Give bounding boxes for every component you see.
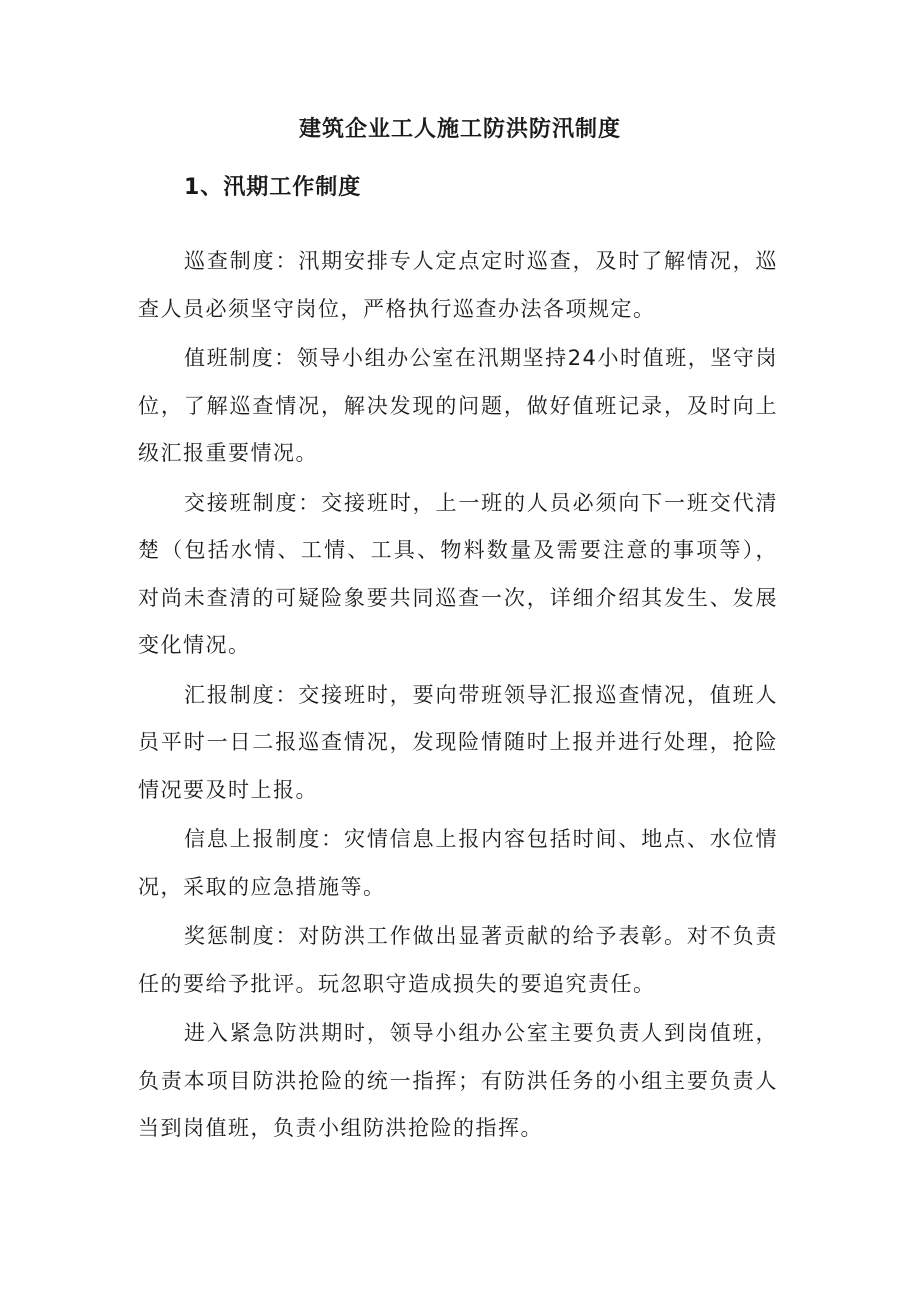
document-body xyxy=(138,238,778,1155)
paragraph-emergency: 进入紧急防洪期时，领导小组办公室主要负责人到岗值班，负责本项目防洪抢险的统一指挥；有防洪任务的小组主要负责人当到岗值班，负责小组防洪抢险的指挥。 xyxy=(138,1021,778,1140)
paragraph-rewards: 奖惩制度：对防洪工作做出显著贡献的给予表彰。对不负责任的要给予批评。玩忽职守造成损失的要追究责任。 xyxy=(138,924,778,996)
document-title: 建筑企业工人施工防洪防汛制度 xyxy=(298,117,621,142)
paragraph-reporting: 汇报制度：交接班时，要向带班领导汇报巡查情况，值班人员平时一日二报巡查情况，发现险情随时上报并进行处理，抢险情况要及时上报。 xyxy=(138,682,778,802)
paragraph-handover: 交接班制度：交接班时，上一班的人员必须向下一班交代清楚（包括水情、工情、工具、物料数量及需要注意的事项等），对尚未查清的可疑险象要共同巡查一次，详细介绍其发生、发展变化情况。 xyxy=(138,490,778,657)
paragraph-duty: 值班制度：领导小组办公室在汛期坚持24小时值班，坚守岗位，了解巡查情况，解决发现的问题，做好值班记录，及时向上级汇报重要情况。 xyxy=(138,346,778,465)
paragraph-info-reporting: 信息上报制度：灾情信息上报内容包括时间、地点、水位情况，采取的应急措施等。 xyxy=(138,827,778,899)
paragraph-patrol: 巡查制度：汛期安排专人定点定时巡查，及时了解情况，巡查人员必须坚守岗位，严格执行巡查办法各项规定。 xyxy=(138,249,778,321)
section-heading: 1、汛期工作制度 xyxy=(184,175,362,200)
